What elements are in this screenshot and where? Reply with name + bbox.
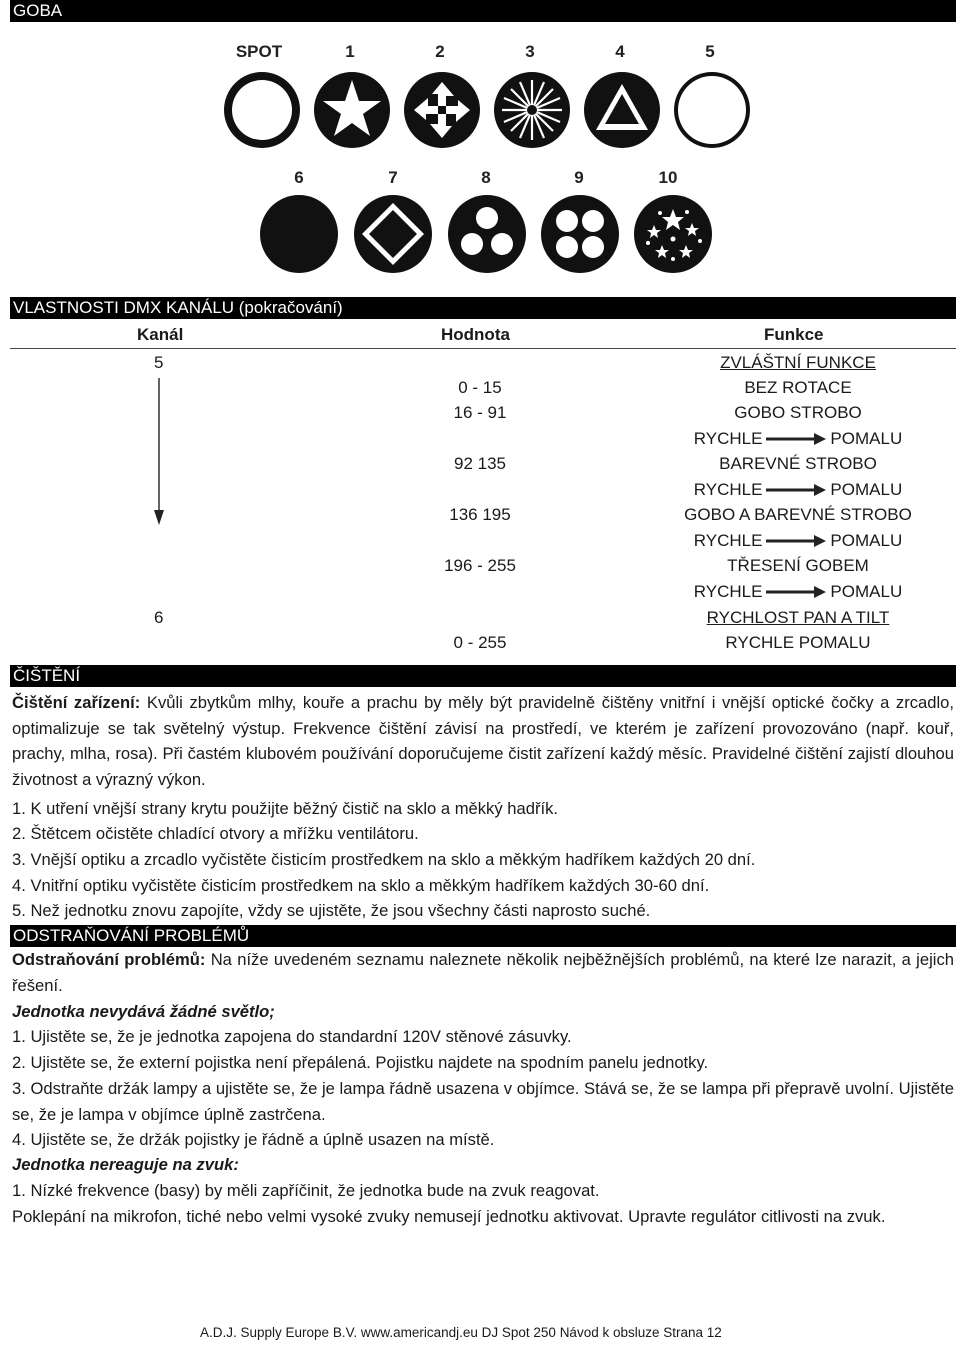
- right-arrow-icon: [766, 535, 826, 547]
- slow-label: POMALU: [830, 531, 903, 550]
- down-arrow-icon: [152, 378, 166, 526]
- cleaning-paragraph: [12, 690, 954, 792]
- page-footer: A.D.J. Supply Europe B.V. www.americandj.eu DJ Spot 250 Návod k obsluze Strana 12: [200, 1325, 722, 1340]
- right-arrow-icon: [766, 484, 826, 496]
- function-cell: ZVLÁŠTNÍ FUNKCE: [720, 353, 876, 372]
- gobo-label: 8: [481, 168, 491, 187]
- value-cell: 196 - 255: [444, 556, 516, 575]
- function-cell: BAREVNÉ STROBO: [719, 454, 877, 473]
- cleaning-text: Kvůli zbytkům mlhy, kouře a prachu by měly být pravidelně čištěny vnitřní i vnější optické čočky a zrcadlo, optimalizuje se tak světelný výstup. Frekvence čištění závisí na prostředí, ve kterém je zařízení provozováno (např. kouř, prachy, mlha, rosa). Při častém klubovém používání doporučujeme čistit zařízení každý měsíc. Pravidelné čištění zajistí dlouhou životnost a výrazný výkon.: [12, 693, 955, 789]
- fast-label: RYCHLE: [693, 480, 763, 499]
- gobo-label: 2: [435, 42, 445, 61]
- trouble-paragraph: [12, 947, 954, 998]
- gobo-stars-icon: [632, 193, 714, 275]
- value-cell: 136 195: [449, 505, 511, 524]
- gobo-triangle-icon: [582, 70, 662, 150]
- fast-label: RYCHLE: [693, 582, 763, 601]
- gobo-label: 1: [345, 42, 355, 61]
- trouble-item: 1. Nízké frekvence (basy) by měli zapříčinit, že jednotka bude na zvuk reagovat.: [12, 1181, 600, 1200]
- speed-row: [640, 479, 956, 501]
- function-cell: RYCHLOST PAN A TILT: [706, 608, 890, 627]
- gobo-starburst-icon: [492, 70, 572, 150]
- col-header-value: Hodnota: [441, 325, 510, 344]
- speed-row: [640, 530, 956, 552]
- section-trouble-title: ODSTRAŇOVÁNÍ PROBLÉMŮ: [10, 925, 956, 947]
- gobo-label: 5: [705, 42, 715, 61]
- fast-label: RYCHLE: [693, 429, 763, 448]
- gobo-label: 3: [525, 42, 535, 61]
- value-cell: 92 135: [454, 454, 506, 473]
- section-gobo-title: GOBA: [10, 0, 956, 22]
- value-cell: 0 - 255: [453, 633, 507, 652]
- gobo-ring-icon: [672, 70, 752, 150]
- slow-label: POMALU: [830, 429, 903, 448]
- right-arrow-icon: [766, 433, 826, 445]
- section-dmx-title: VLASTNOSTI DMX KANÁLU (pokračování): [10, 297, 956, 319]
- cleaning-step: 3. Vnější optiku a zrcadlo vyčistěte čisticím prostředkem na sklo a měkkým hadříkem každých 20 dní.: [12, 850, 756, 869]
- gobo-label: 10: [658, 168, 678, 187]
- gobo-swirl-icon: [402, 70, 482, 150]
- channel-6: 6: [154, 608, 164, 627]
- function-cell: RYCHLE POMALU: [725, 633, 871, 652]
- cleaning-step: 5. Než jednotku znovu zapojíte, vždy se ujistěte, že jsou všechny části naprosto suché.: [12, 901, 651, 920]
- gobo-three-dots-icon: [446, 193, 528, 275]
- right-arrow-icon: [766, 586, 826, 598]
- channel-5: 5: [154, 353, 164, 372]
- cleaning-lead: Čištění zařízení:: [12, 693, 141, 712]
- value-cell: 0 - 15: [458, 378, 502, 397]
- section-cleaning-title: ČIŠTĚNÍ: [10, 665, 956, 687]
- cleaning-step: 4. Vnitřní optiku vyčistěte čisticím prostředkem na sklo a měkkým hadříkem každých 30-60 dní.: [12, 876, 710, 895]
- trouble-heading-no-sound: Jednotka nereaguje na zvuk:: [12, 1155, 239, 1174]
- gobo-label: SPOT: [235, 42, 283, 61]
- fast-label: RYCHLE: [693, 531, 763, 550]
- function-cell: GOBO STROBO: [734, 403, 862, 422]
- trouble-heading-no-light: Jednotka nevydává žádné světlo;: [12, 1002, 275, 1021]
- slow-label: POMALU: [830, 480, 903, 499]
- trouble-item: Poklepání na mikrofon, tiché nebo velmi vysoké zvuky nemusejí jednotku aktivovat. Upravte regulátor citlivosti na zvuk.: [12, 1207, 886, 1226]
- gobo-label: 4: [615, 42, 625, 61]
- trouble-item: 1. Ujistěte se, že je jednotka zapojena do standardní 120V stěnové zásuvky.: [12, 1027, 572, 1046]
- gobo-diamond-icon: [352, 193, 434, 275]
- gobo-solid-icon: [258, 193, 340, 275]
- trouble-lead: Odstraňování problémů:: [12, 950, 206, 969]
- value-cell: 16 - 91: [453, 403, 507, 422]
- speed-row: [640, 428, 956, 450]
- trouble-item: 3. Odstraňte držák lampy a ujistěte se, že je lampa řádně usazena v objímce. Stává se, že se lampa při přepravě uvolní. Ujistěte se, že je lampa v objímce úplně zastrčena.: [12, 1079, 954, 1124]
- col-header-function: Funkce: [764, 325, 824, 344]
- function-cell: BEZ ROTACE: [744, 378, 852, 397]
- cleaning-step: 2. Štětcem očistěte chladící otvory a mřížku ventilátoru.: [12, 824, 419, 843]
- trouble-text: Na níže uvedeném seznamu naleznete několik nejběžnějších problémů, na které lze narazit, a jejich řešení.: [12, 950, 954, 995]
- col-header-channel: Kanál: [137, 325, 184, 344]
- cleaning-step: 1. K utření vnější strany krytu použijte běžný čistič na sklo a měkký hadřík.: [12, 799, 558, 818]
- function-cell: GOBO A BAREVNÉ STROBO: [684, 505, 912, 524]
- trouble-item: 4. Ujistěte se, že držák pojistky je řádně a úplně usazen na místě.: [12, 1130, 495, 1149]
- gobo-star-icon: [312, 70, 392, 150]
- slow-label: POMALU: [830, 582, 903, 601]
- gobo-spot-icon: [222, 70, 302, 150]
- gobo-label: 9: [574, 168, 584, 187]
- gobo-label: 7: [388, 168, 398, 187]
- gobo-label: 6: [294, 168, 304, 187]
- gobo-four-dots-icon: [539, 193, 621, 275]
- table-divider: [10, 348, 956, 349]
- trouble-item: 2. Ujistěte se, že externí pojistka není přepálená. Pojistku najdete na spodním panelu jednotky.: [12, 1053, 709, 1072]
- speed-row: [640, 581, 956, 603]
- function-cell: TŘESENÍ GOBEM: [727, 556, 869, 575]
